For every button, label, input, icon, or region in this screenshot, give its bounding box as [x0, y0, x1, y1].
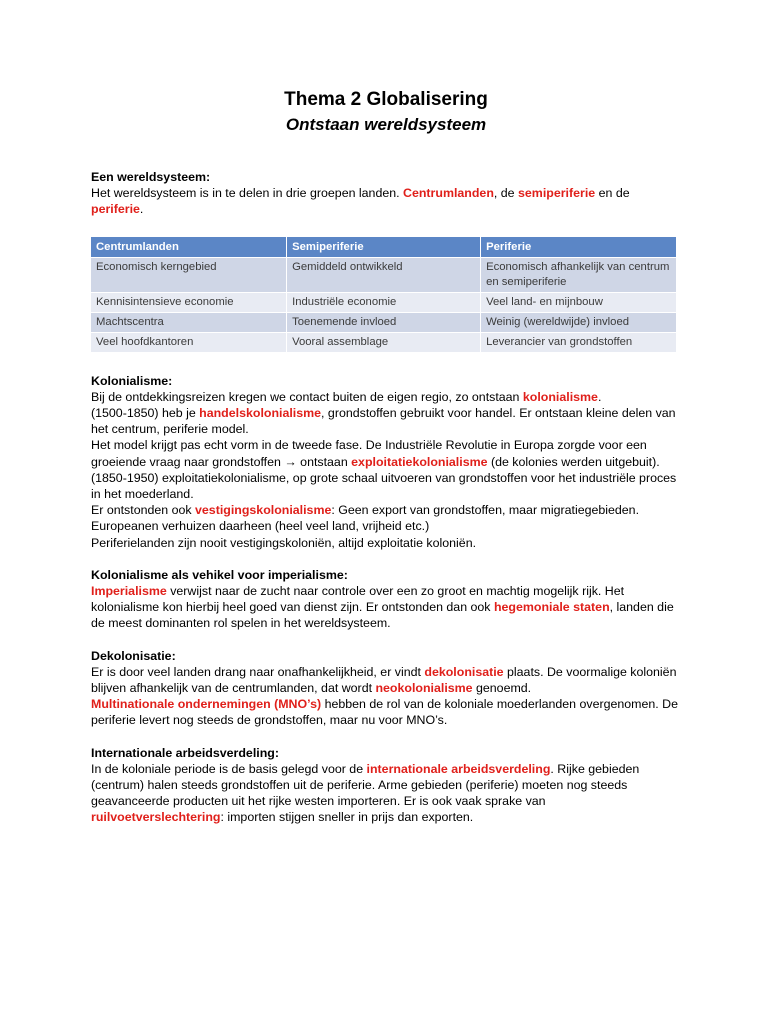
- term-handelskolonialisme: handelskolonialisme: [199, 406, 322, 421]
- text: : Geen export van grondstoffen, maar migratiegebieden. Europeanen verhuizen daarheen (heel veel land, vrijheid etc.): [91, 503, 640, 534]
- table-row: [91, 257, 677, 292]
- section-arbeidsverdeling: [91, 745, 681, 826]
- term-dekolonisatie: dekolonisatie: [424, 664, 504, 679]
- text: . Rijke gebieden (centrum) halen steeds grondstoffen uit de periferie. Arme gebieden (periferie) moeten nog steeds geavanceerde producten uit het rijke westen importeren. Er is ook vaak sprake van: [91, 761, 640, 809]
- table-cell: Economisch afhankelijk van centrum en semiperiferie: [481, 257, 677, 292]
- paragraph: [91, 185, 681, 217]
- table-cell: Toenemende invloed: [287, 312, 481, 332]
- table-row: [91, 312, 677, 332]
- section-imperialisme: [91, 567, 681, 632]
- section-heading: Internationale arbeidsverdeling:: [91, 745, 279, 760]
- term-hegemoniale-staten: hegemoniale staten: [493, 600, 610, 615]
- column-header: Periferie: [481, 237, 677, 258]
- table-cell: Vooral assemblage: [287, 332, 481, 352]
- table-cell: Leverancier van grondstoffen: [481, 332, 677, 352]
- text: Er ontstonden ook: [91, 503, 196, 518]
- table-row: [91, 292, 677, 312]
- section-heading: Dekolonisatie:: [91, 648, 176, 663]
- paragraph: [91, 664, 681, 696]
- paragraph: [91, 502, 681, 534]
- table-cell: Veel land- en mijnbouw: [481, 292, 677, 312]
- section-kolonialisme: [91, 373, 681, 551]
- table-cell: Economisch kerngebied: [91, 257, 287, 292]
- text: plaats. De voormalige koloniën blijven afhankelijk van de centrumlanden, dat wordt: [91, 664, 677, 696]
- paragraph: Periferielanden zijn nooit vestigingskoloniën, altijd exploitatie koloniën.: [91, 535, 477, 550]
- term-multinationale-ondernemingen: Multinationale ondernemingen (MNO’s): [91, 697, 322, 712]
- table-cell: Machtscentra: [91, 312, 287, 332]
- term-internationale-arbeidsverdeling: internationale arbeidsverdeling: [366, 761, 551, 776]
- landen-table: [91, 237, 677, 352]
- text: , landen die de meest dominanten rol spelen in het wereldsysteem.: [91, 600, 674, 631]
- term-semiperiferie: semiperiferie: [518, 186, 596, 201]
- text: Er is door veel landen drang naar onafhankelijkheid, er vindt: [91, 664, 425, 679]
- term-kolonialisme: kolonialisme: [522, 389, 598, 404]
- term-neokolonialisme: neokolonialisme: [375, 681, 473, 696]
- term-exploitatiekolonialisme: exploitatiekolonialisme: [351, 454, 488, 469]
- paragraph: [91, 405, 681, 437]
- page-subtitle: Ontstaan wereldsysteem: [285, 115, 487, 134]
- table-row: [91, 332, 677, 352]
- section-dekolonisatie: [91, 648, 681, 729]
- page-title: Thema 2 Globalisering: [284, 89, 488, 110]
- text: genoemd.: [472, 681, 532, 696]
- section-heading: Kolonialisme als vehikel voor imperialisme:: [91, 567, 348, 582]
- paragraph: [91, 761, 681, 826]
- text: en de: [595, 186, 630, 201]
- term-vestigingskolonialisme: vestigingskolonialisme: [195, 503, 332, 518]
- text: verwijst naar de zucht naar controle over een zo groot en machtig mogelijk rijk. Het kolonialisme kon hierbij heel goed van dienst zijn. Er ontstonden dan ook: [91, 584, 625, 615]
- text: .: [597, 389, 602, 404]
- term-imperialisme: Imperialisme: [91, 584, 167, 599]
- paragraph: [91, 583, 681, 632]
- text: Het model krijgt pas echt vorm in de tweede fase. De Industriële Revolutie in Europa zorgde voor een groeiende vraag naar grondstoffen: [91, 438, 647, 469]
- text: Bij de ontdekkingsreizen kregen we contact buiten de eigen regio, zo ontstaan: [91, 389, 523, 404]
- term-centrumlanden: Centrumlanden: [403, 186, 494, 201]
- paragraph: [91, 437, 681, 469]
- term-ruilvoetverslechtering: ruilvoetverslechtering: [91, 810, 221, 825]
- arrow-right-icon: →: [284, 454, 297, 469]
- text: (de kolonies werden uitgebuit).: [487, 454, 660, 469]
- text: , de: [493, 186, 519, 201]
- text: .: [139, 202, 144, 217]
- term-periferie: periferie: [91, 202, 140, 217]
- text: : importen stijgen sneller in prijs dan exporten.: [220, 810, 474, 825]
- document-page: [91, 88, 681, 826]
- text: (1500-1850) heb je: [91, 406, 200, 421]
- section-heading: Kolonialisme:: [91, 373, 173, 388]
- text: Het wereldsysteem is in te delen in drie groepen landen.: [91, 186, 404, 201]
- paragraph: [91, 696, 681, 728]
- paragraph: [91, 389, 681, 405]
- paragraph: (1850-1950) exploitatiekolonialisme, op grote schaal uitvoeren van grondstoffen voor het industriële proces in het moederland.: [91, 470, 677, 502]
- section-heading: Een wereldsysteem:: [91, 170, 211, 184]
- table-cell: Weinig (wereldwijde) invloed: [481, 312, 677, 332]
- table-header-row: [91, 237, 677, 258]
- text: In de koloniale periode is de basis gelegd voor de: [91, 761, 367, 776]
- table-cell: Gemiddeld ontwikkeld: [287, 257, 481, 292]
- section-wereldsysteem: [91, 169, 681, 218]
- column-header: Centrumlanden: [91, 237, 287, 258]
- column-header: Semiperiferie: [287, 237, 481, 258]
- table-cell: Veel hoofdkantoren: [91, 332, 287, 352]
- text: hebben de rol van de koloniale moederlanden overgenomen. De periferie levert nog steeds de grondstoffen, maar nu voor MNO’s.: [91, 697, 678, 728]
- table-cell: Kennisintensieve economie: [91, 292, 287, 312]
- text: ontstaan: [296, 454, 352, 469]
- text: , grondstoffen gebruikt voor handel. Er ontstaan kleine delen van het centrum, periferie model.: [91, 406, 676, 437]
- table-cell: Industriële economie: [287, 292, 481, 312]
